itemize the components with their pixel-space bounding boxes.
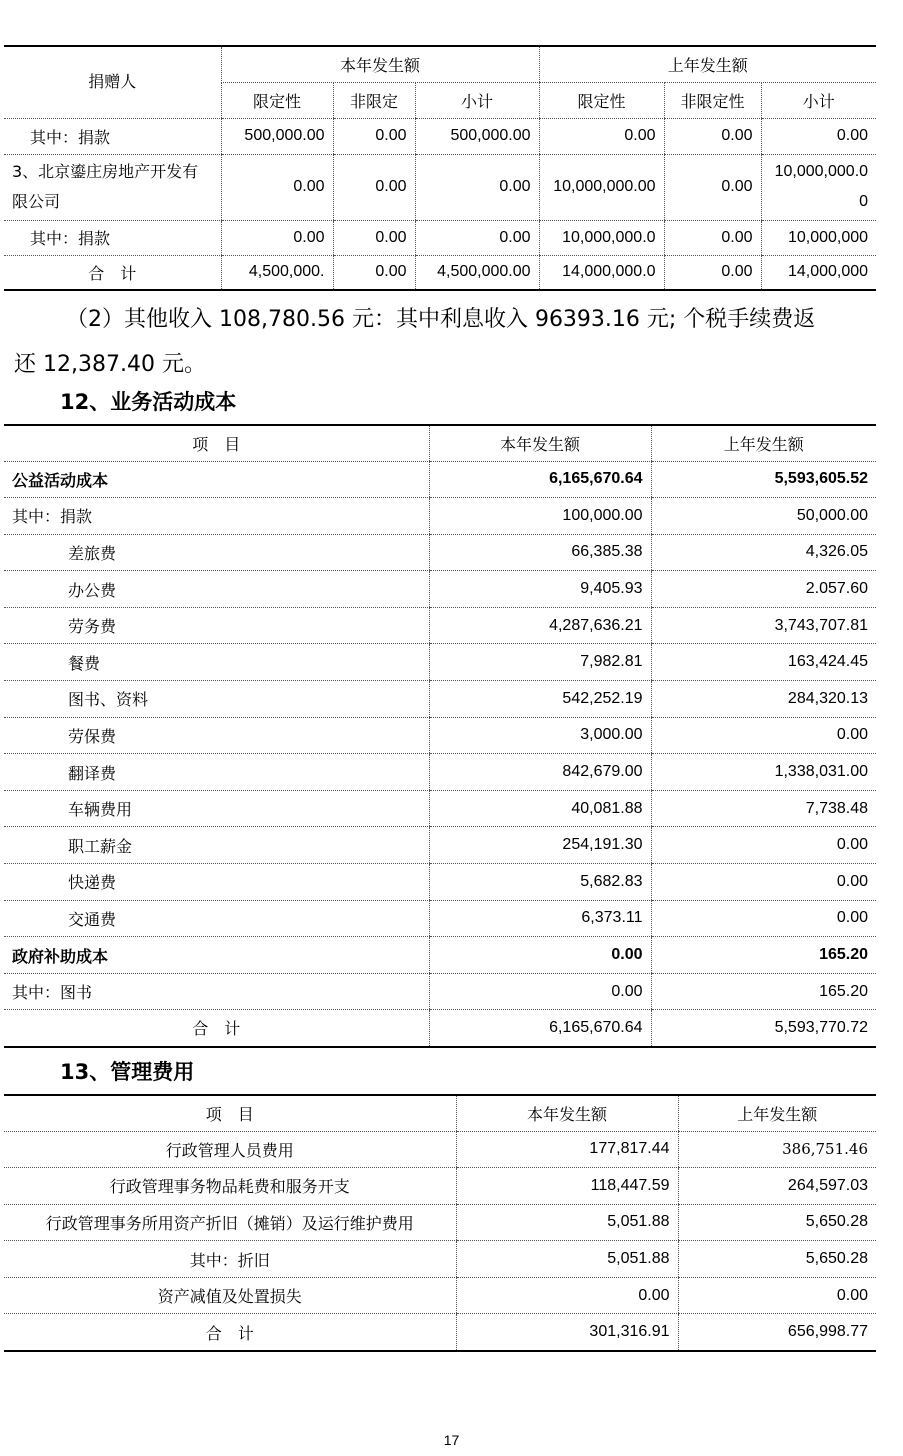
prior-value: 5,650.28 — [678, 1241, 876, 1278]
current-year-header: 本年发生额 — [456, 1095, 678, 1131]
current-value: 5,051.88 — [456, 1204, 678, 1241]
current-value: 118,447.59 — [456, 1168, 678, 1205]
row-label: 餐费 — [4, 644, 429, 681]
cur-restricted-header: 限定性 — [221, 82, 333, 118]
donor-table — [4, 45, 876, 291]
current-value: 5,682.83 — [429, 864, 651, 901]
prior-value: 5,593,770.72 — [651, 1010, 876, 1047]
current-value: 0.00 — [456, 1277, 678, 1314]
table-row — [4, 1131, 876, 1168]
management-expense-table — [4, 1094, 876, 1352]
table-row — [4, 118, 876, 154]
table-row — [4, 1204, 876, 1241]
current-value: 6,165,670.64 — [429, 461, 651, 498]
prior-value: 284,320.13 — [651, 681, 876, 718]
table-row — [4, 754, 876, 791]
prior-value: 264,597.03 — [678, 1168, 876, 1205]
other-income-line-2: 还 12,387.40 元。 — [14, 352, 206, 377]
prior-value: 386,751.46 — [678, 1131, 876, 1168]
section-13-title: 13、管理费用 — [60, 1060, 195, 1084]
row-label: 其中：捐款 — [4, 118, 221, 154]
cell-value: 0.00 — [664, 220, 761, 255]
current-value: 4,287,636.21 — [429, 607, 651, 644]
cell-value: 4,500,000.00 — [415, 255, 539, 290]
cell-value: 0.00 — [221, 154, 333, 220]
table-row — [4, 827, 876, 864]
cell-value: 10,000,000.00 — [761, 154, 876, 220]
current-value: 6,373.11 — [429, 900, 651, 937]
row-label: 行政管理事务所用资产折旧（摊销）及运行维护费用 — [4, 1204, 456, 1241]
table-total-row — [4, 1314, 876, 1351]
cell-value: 500,000.00 — [415, 118, 539, 154]
prior-value: 50,000.00 — [651, 498, 876, 535]
table-total-row — [4, 1010, 876, 1047]
table-row — [4, 973, 876, 1010]
current-value: 66,385.38 — [429, 534, 651, 571]
page-number: 17 — [443, 1432, 460, 1448]
table-total-row — [4, 255, 876, 290]
prior-value: 0.00 — [651, 827, 876, 864]
prior-year-header: 上年发生额 — [651, 425, 876, 461]
prior-value: 0.00 — [651, 864, 876, 901]
prior-value: 1,338,031.00 — [651, 754, 876, 791]
table-row — [4, 498, 876, 535]
row-label: 资产减值及处置损失 — [4, 1277, 456, 1314]
cell-value: 10,000,000 — [761, 220, 876, 255]
prior-year-header: 上年发生额 — [539, 46, 876, 82]
business-activity-cost-table — [4, 424, 876, 1048]
prior-value: 2.057.60 — [651, 571, 876, 608]
prior-value: 656,998.77 — [678, 1314, 876, 1351]
prior-value: 0.00 — [651, 717, 876, 754]
row-label: 劳保费 — [4, 717, 429, 754]
row-label: 其中：捐款 — [4, 498, 429, 535]
cell-value: 14,000,000 — [761, 255, 876, 290]
table-row — [4, 790, 876, 827]
current-value: 842,679.00 — [429, 754, 651, 791]
row-label: 图书、资料 — [4, 681, 429, 718]
prior-value: 3,743,707.81 — [651, 607, 876, 644]
item-header: 项 目 — [4, 1095, 456, 1131]
current-value: 7,982.81 — [429, 644, 651, 681]
table-row — [4, 717, 876, 754]
prior-value: 0.00 — [651, 900, 876, 937]
row-label: 3、北京鎏庄房地产开发有限公司 — [4, 154, 221, 220]
table-row — [4, 534, 876, 571]
table-row — [4, 681, 876, 718]
row-label: 差旅费 — [4, 534, 429, 571]
cell-value: 0.00 — [539, 118, 664, 154]
current-value: 9,405.93 — [429, 571, 651, 608]
cell-value: 0.00 — [333, 255, 415, 290]
current-value: 254,191.30 — [429, 827, 651, 864]
cur-unrestricted-header: 非限定 — [333, 82, 415, 118]
table-row — [4, 1168, 876, 1205]
cell-value: 10,000,000.00 — [539, 154, 664, 220]
row-label: 合 计 — [88, 263, 137, 283]
current-value: 40,081.88 — [429, 790, 651, 827]
current-year-header: 本年发生额 — [221, 46, 539, 82]
current-value: 0.00 — [429, 937, 651, 974]
row-label: 办公费 — [4, 571, 429, 608]
row-label: 其中：图书 — [4, 973, 429, 1010]
other-income-line-1: （2）其他收入 108,780.56 元：其中利息收入 96393.16 元; 个税手续费返 — [66, 307, 816, 332]
row-label: 车辆费用 — [4, 790, 429, 827]
pri-subtotal-header: 小计 — [761, 82, 876, 118]
row-label: 其中：捐款 — [4, 220, 221, 255]
table-row — [4, 1277, 876, 1314]
current-value: 6,165,670.64 — [429, 1010, 651, 1047]
current-value: 0.00 — [429, 973, 651, 1010]
table-row — [4, 864, 876, 901]
cell-value: 10,000,000.0 — [539, 220, 664, 255]
table-row — [4, 937, 876, 974]
row-label: 交通费 — [4, 900, 429, 937]
cell-value: 14,000,000.0 — [539, 255, 664, 290]
table-row — [4, 607, 876, 644]
row-label: 其中：折旧 — [4, 1241, 456, 1278]
row-label: 职工薪金 — [4, 827, 429, 864]
cell-value: 0.00 — [761, 118, 876, 154]
cell-value: 0.00 — [333, 220, 415, 255]
cell-value: 0.00 — [415, 154, 539, 220]
table-row — [4, 900, 876, 937]
table-row — [4, 1241, 876, 1278]
prior-value: 0.00 — [678, 1277, 876, 1314]
row-label: 翻译费 — [4, 754, 429, 791]
table-row — [4, 461, 876, 498]
table-row — [4, 220, 876, 255]
cell-value: 0.00 — [664, 255, 761, 290]
table-row — [4, 644, 876, 681]
cur-subtotal-header: 小计 — [415, 82, 539, 118]
prior-value: 4,326.05 — [651, 534, 876, 571]
current-value: 5,051.88 — [456, 1241, 678, 1278]
row-label: 合 计 — [192, 1019, 241, 1039]
section-12-title: 12、业务活动成本 — [60, 390, 237, 414]
cell-value: 0.00 — [664, 154, 761, 220]
row-label: 劳务费 — [4, 607, 429, 644]
cell-value: 4,500,000. — [221, 255, 333, 290]
current-value: 3,000.00 — [429, 717, 651, 754]
prior-value: 165.20 — [651, 937, 876, 974]
donor-header: 捐赠人 — [4, 46, 221, 118]
row-label: 政府补助成本 — [4, 937, 429, 974]
table-row — [4, 571, 876, 608]
current-value: 177,817.44 — [456, 1131, 678, 1168]
prior-value: 163,424.45 — [651, 644, 876, 681]
prior-value: 165.20 — [651, 973, 876, 1010]
prior-value: 5,593,605.52 — [651, 461, 876, 498]
cell-value: 0.00 — [664, 118, 761, 154]
cell-value: 500,000.00 — [221, 118, 333, 154]
row-label: 行政管理事务物品耗费和服务开支 — [4, 1168, 456, 1205]
pri-restricted-header: 限定性 — [539, 82, 664, 118]
current-year-header: 本年发生额 — [429, 425, 651, 461]
row-label: 行政管理人员费用 — [4, 1131, 456, 1168]
prior-year-header: 上年发生额 — [678, 1095, 876, 1131]
cell-value: 0.00 — [221, 220, 333, 255]
row-label: 快递费 — [4, 864, 429, 901]
cell-value: 0.00 — [333, 154, 415, 220]
item-header: 项 目 — [4, 425, 429, 461]
prior-value: 5,650.28 — [678, 1204, 876, 1241]
cell-value: 0.00 — [415, 220, 539, 255]
cell-value: 0.00 — [333, 118, 415, 154]
current-value: 100,000.00 — [429, 498, 651, 535]
pri-unrestricted-header: 非限定性 — [664, 82, 761, 118]
current-value: 542,252.19 — [429, 681, 651, 718]
current-value: 301,316.91 — [456, 1314, 678, 1351]
prior-value: 7,738.48 — [651, 790, 876, 827]
row-label: 合 计 — [205, 1323, 254, 1343]
row-label: 公益活动成本 — [4, 461, 429, 498]
table-row — [4, 154, 876, 220]
